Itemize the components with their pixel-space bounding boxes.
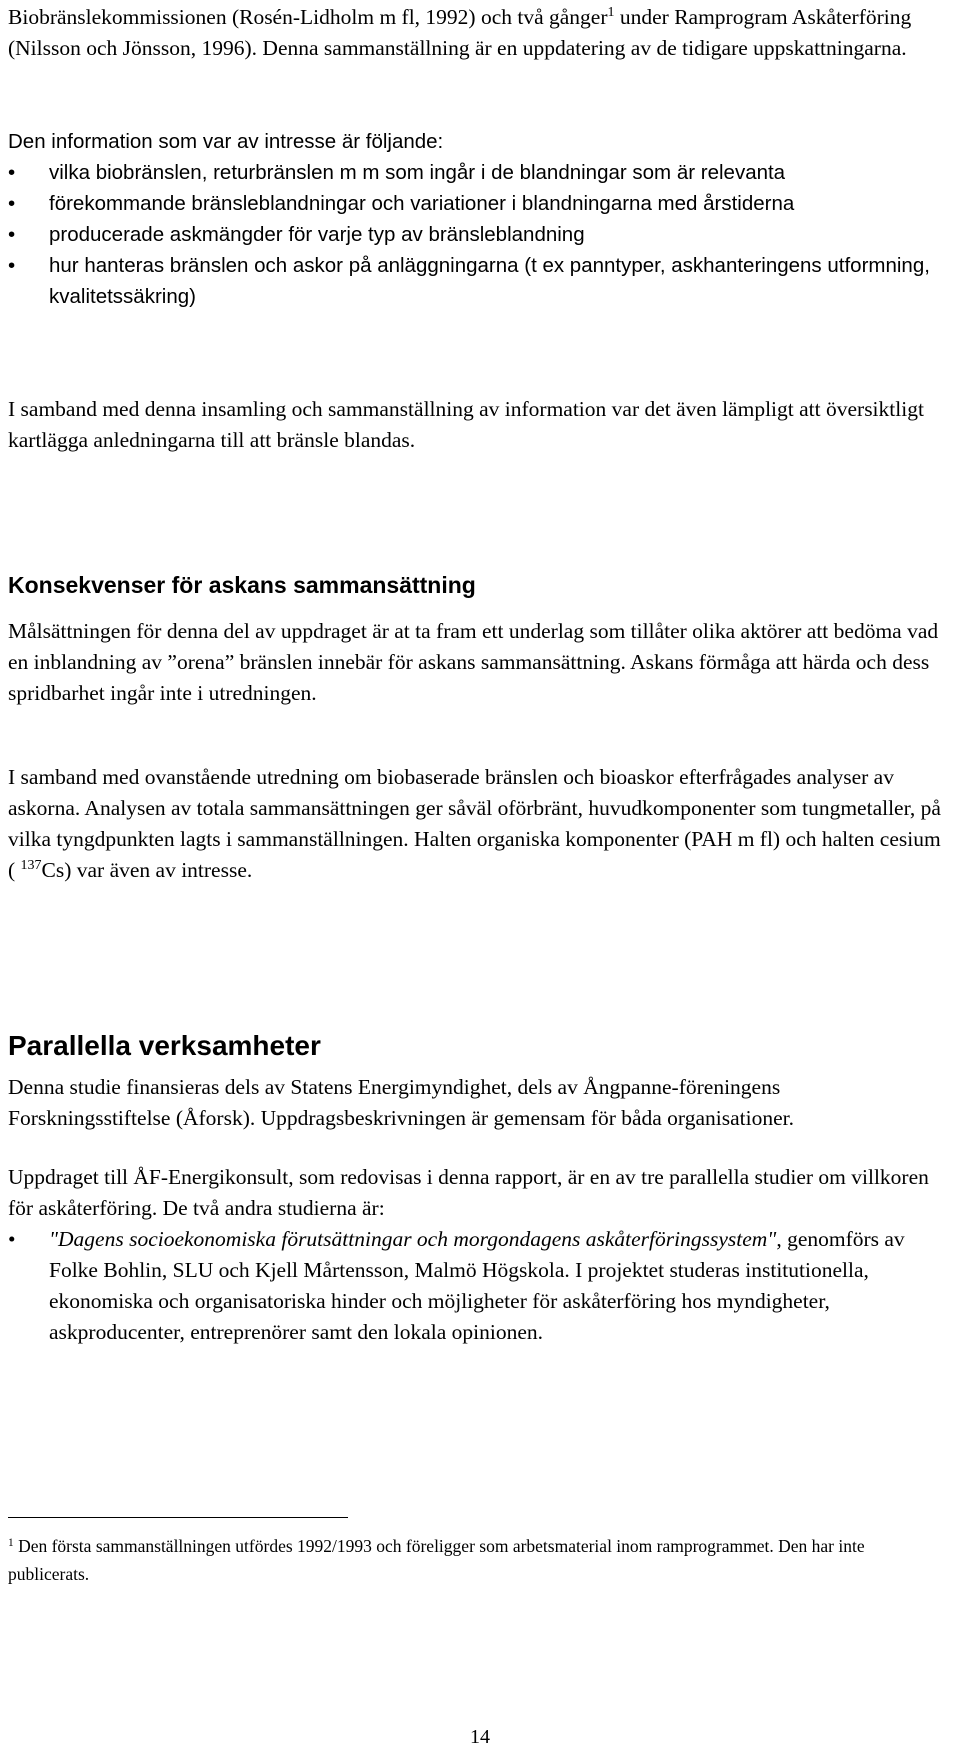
footnote-divider [8,1517,348,1518]
intro-rest: Ramprogram Askåterföring (Nilsson och Jönsson, 1996). Denna sammanställning är en uppdatering av de tidigare uppskattningarna. [8,5,912,60]
analysis-text: I samband med ovanstående utredning om biobaserade bränslen och bioaskor efterfrågades analyser av askorna. Analysen av totala sammansättningen ger såväl oförbränt, huvudkomponenter som tungmetaller, på vilka tyngdpunkten lagts i sammanställningen. Halten organiska komponenter (PAH m fl) och halten cesium [8,765,941,851]
study-description: , genomförs av Folke Bohlin, SLU och Kjell Mårtensson, Malmö Högskola. I projektet studeras institutionella, ekonomiska och organisatoriska hinder och möjligheter för askåterföring hos myndigheter, askproducenter, entreprenörer samt den lokala opinionen. [49,1227,905,1344]
section-heading-ash-composition: Konsekvenser för askans sammansättning [8,572,476,598]
information-section [8,126,948,312]
list-item: • vilka biobränslen, returbränslen m m som ingår i de blandningar som är relevanta [8,157,948,188]
section-heading-parallel-activities: Parallella verksamheter [8,1030,321,1061]
analysis-paragraph [8,762,948,886]
list-item: • producerade askmängder för varje typ av bränsleblandning [8,219,948,250]
parallel-studies-section [8,1162,948,1348]
intro-paragraph [8,2,948,64]
survey-paragraph: I samband med denna insamling och sammanställning av information var det även lämpligt att översiktligt kartlägga anledningarna till att bränsle blandas. [8,397,924,452]
list-item: • hur hanteras bränslen och askor på anläggningarna (t ex panntyper, askhanteringens utformning, kvalitetssäkring) [8,250,948,312]
information-list [8,157,948,312]
funding-paragraph: Denna studie finansieras dels av Statens Energimyndighet, dels av Ångpanne-föreningens Forskningsstiftelse (Åforsk). Uppdragsbeskrivningen är gemensam för båda organisationer. [8,1075,794,1130]
intro-line1-end: under [614,5,669,29]
objective-paragraph: Målsättningen för denna del av uppdraget är at ta fram ett underlag som tillåter olika aktörer att bedöma vad en inblandning av ”orena” bränslen innebär för askans sammansättning. Askans förmåga att härda och dess spridbarhet ingår inte i utredningen. [8,619,939,705]
parallel-studies-paragraph: Uppdraget till ÅF-Energikonsult, som redovisas i denna rapport, är en av tre parallella studier om villkoren för askåterföring. De två andra studierna är: [8,1165,929,1220]
analysis-text-end: Cs) var även av intresse. [41,858,253,882]
cesium-isotope-number: 137 [20,858,42,874]
study-title: "Dagens socioekonomiska förutsättningar och morgondagens askåterföringssystem" [49,1227,777,1251]
footnote-marker: 1 [8,1536,14,1549]
list-item: • förekommande bränsleblandningar och variationer i blandningarna med årstiderna [8,188,948,219]
analysis-open-paren: ( [8,858,16,882]
footnote-text: Den första sammanställningen utfördes 1992/1993 och föreligger som arbetsmaterial inom ramprogrammet. Den har inte publicerats. [8,1536,865,1584]
footnote-reference: 1 [607,5,615,21]
parallel-studies-list [8,1224,948,1348]
list-item [8,1224,948,1348]
intro-line1: Biobränslekommissionen (Rosén-Lidholm m fl, 1992) och två gånger [8,5,608,29]
footnote [8,1532,938,1588]
page-number: 14 [470,1726,490,1748]
information-lead: Den information som var av intresse är följande: [8,130,444,153]
